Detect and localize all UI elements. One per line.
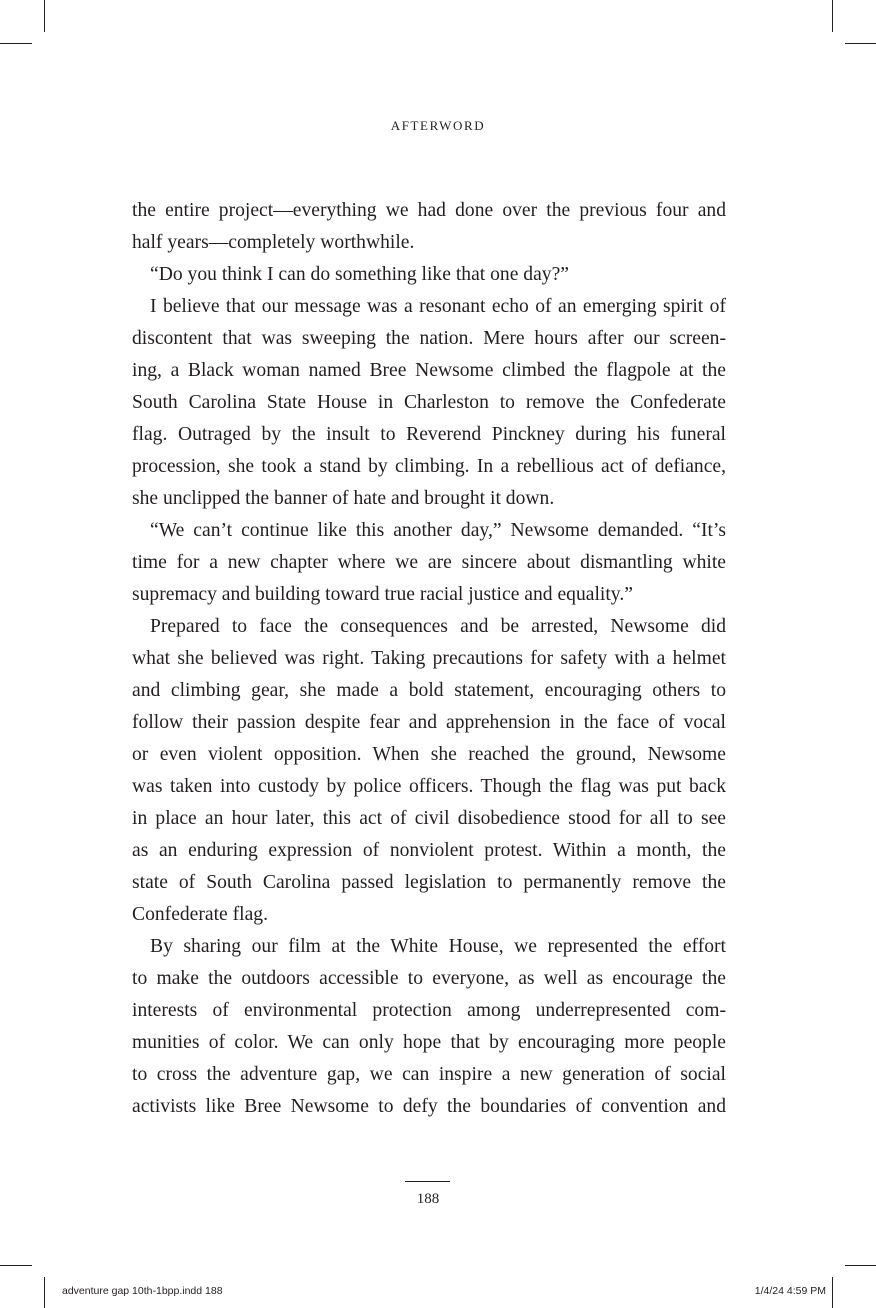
text-line: and climbing gear, she made a bold statement, encouraging others to (132, 680, 726, 701)
crop-mark (832, 0, 833, 32)
page-number: 188 (416, 1191, 440, 1207)
text-line: as an enduring expression of nonviolent protest. Within a month, the (132, 840, 726, 861)
folio-rule (405, 1181, 450, 1182)
text-line: or even violent opposition. When she reached the ground, Newsome (132, 744, 726, 765)
text-line: in place an hour later, this act of civil disobedience stood for all to see (132, 808, 726, 829)
crop-mark (832, 1277, 833, 1308)
text-line: time for a new chapter where we are sincere about dismantling white (132, 552, 726, 573)
text-line: South Carolina State House in Charleston to remove the Confederate (132, 392, 726, 413)
text-line: activists like Bree Newsome to defy the boundaries of convention and (132, 1096, 726, 1117)
text-line: munities of color. We can only hope that by encouraging more people (132, 1032, 726, 1053)
text-line: By sharing our film at the White House, we represented the effort (150, 936, 726, 957)
text-line: “We can’t continue like this another day,” Newsome demanded. “It’s (150, 520, 726, 541)
crop-mark (0, 43, 32, 44)
crop-mark (845, 1265, 876, 1266)
text-line: half years—completely worthwhile. (132, 232, 415, 253)
slug-file-info: adventure gap 10th-1bpp.indd 188 (62, 1285, 223, 1297)
text-line: procession, she took a stand by climbing. In a rebellious act of defiance, (132, 456, 726, 477)
text-line: flag. Outraged by the insult to Reverend Pinckney during his funeral (132, 424, 726, 445)
text-line: was taken into custody by police officers. Though the flag was put back (132, 776, 726, 797)
text-line: to make the outdoors accessible to everyone, as well as encourage the (132, 968, 726, 989)
text-line: I believe that our message was a resonant echo of an emerging spirit of (150, 296, 726, 317)
text-line: supremacy and building toward true racial justice and equality.” (132, 584, 633, 605)
text-line: interests of environmental protection among underrepresented com- (132, 1000, 726, 1021)
text-line: what she believed was right. Taking precautions for safety with a helmet (132, 648, 726, 669)
crop-mark (0, 1265, 32, 1266)
body-text (132, 195, 726, 1123)
text-line: Prepared to face the consequences and be arrested, Newsome did (150, 616, 726, 637)
crop-mark (44, 0, 45, 32)
text-line: “Do you think I can do something like that one day?” (150, 264, 569, 285)
text-line: the entire project—everything we had done over the previous four and (132, 200, 726, 221)
text-line: she unclipped the banner of hate and brought it down. (132, 488, 555, 509)
running-head: AFTERWORD (390, 118, 486, 133)
crop-mark (845, 43, 876, 44)
text-line: ing, a Black woman named Bree Newsome climbed the flagpole at the (132, 360, 726, 381)
text-line: Confederate flag. (132, 904, 268, 925)
text-line: state of South Carolina passed legislation to permanently remove the (132, 872, 726, 893)
crop-mark (44, 1277, 45, 1308)
text-line: follow their passion despite fear and apprehension in the face of vocal (132, 712, 726, 733)
text-line: to cross the adventure gap, we can inspire a new generation of social (132, 1064, 726, 1085)
slug-timestamp: 1/4/24 4:59 PM (754, 1285, 826, 1297)
text-line: discontent that was sweeping the nation. Mere hours after our screen- (132, 328, 726, 349)
